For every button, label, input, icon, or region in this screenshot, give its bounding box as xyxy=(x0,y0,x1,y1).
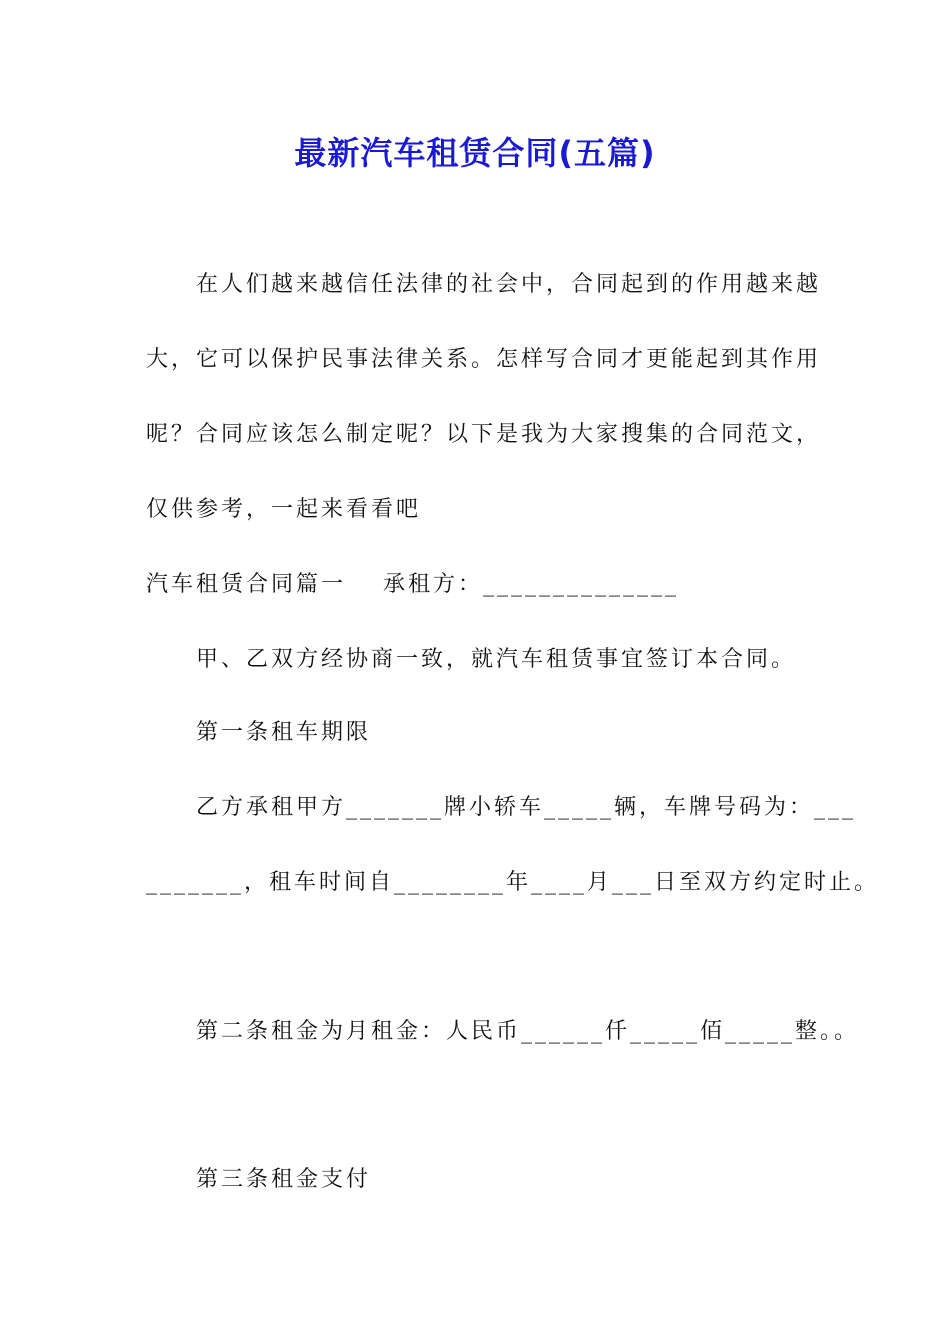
document-title: 最新汽车租赁合同(五篇) xyxy=(294,134,656,172)
agreement-statement: 甲、乙双方经协商一致，就汽车租赁事宜签订本合同。 xyxy=(196,647,797,672)
intro-paragraph-line-2: 大，它可以保护民事法律关系。怎样写合同才更能起到其作用 xyxy=(146,347,822,372)
intro-paragraph-line-3: 呢？合同应该怎么制定呢？以下是我为大家搜集的合同范文， xyxy=(146,422,822,447)
intro-paragraph-line-1: 在人们越来越信任法律的社会中，合同起到的作用越来越 xyxy=(196,272,822,297)
article-3-heading: 第三条租金支付 xyxy=(196,1167,372,1192)
article-1-heading: 第一条租车期限 xyxy=(196,720,372,745)
article-1-line-1: 乙方承租甲方_______牌小轿车_____辆，车牌号码为：___ xyxy=(196,795,857,820)
intro-paragraph-line-4: 仅供参考，一起来看看吧 xyxy=(146,497,422,522)
section-heading: 汽车租赁合同篇一 xyxy=(146,572,347,597)
article-1-line-2: _______，租车时间自________年____月___日至双方约定时止。 xyxy=(146,870,880,895)
lessee-field: 承租方：______________ xyxy=(383,572,680,597)
article-2-rent: 第二条租金为月租金：人民币______仟_____佰_____整。。 xyxy=(196,1019,860,1044)
